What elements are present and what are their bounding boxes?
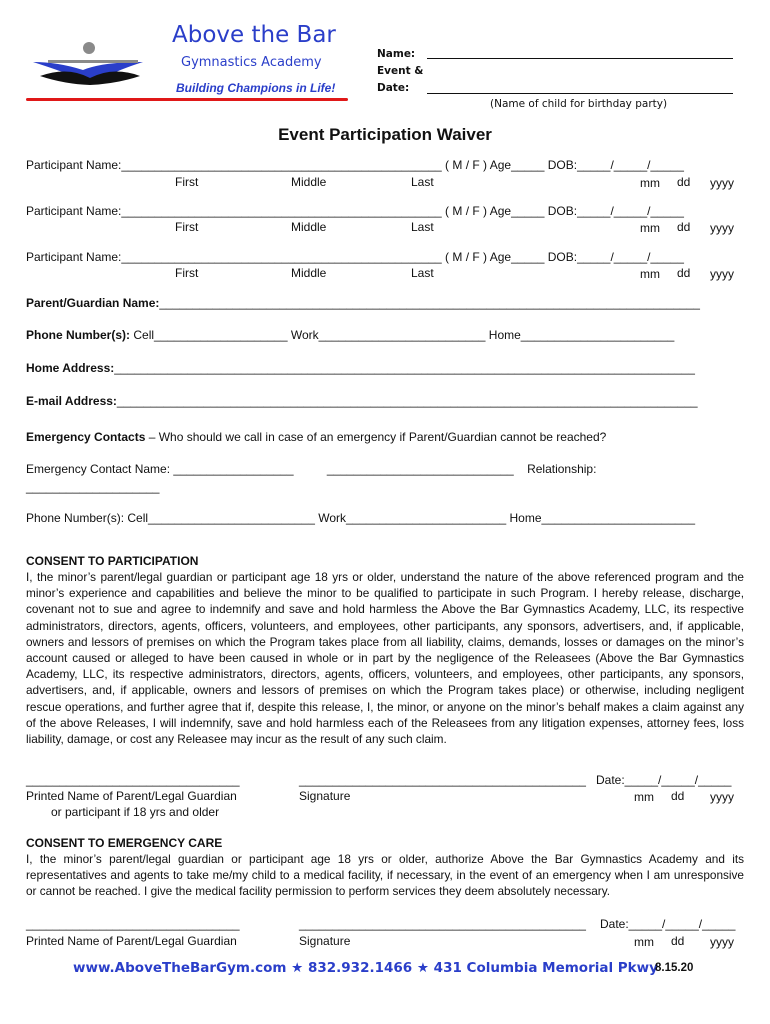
footer-contact: www.AboveTheBarGym.com ★ 832.932.1466 ★ 431 Columbia Memorial Pkwy — [73, 960, 658, 976]
org-subtitle: Gymnastics Academy — [181, 55, 322, 70]
version-number: 8.15.20 — [655, 962, 694, 974]
date-label: Date: — [377, 82, 410, 94]
name-field[interactable] — [427, 58, 733, 59]
page-title: Event Participation Waiver — [278, 125, 492, 144]
name-label: Name: — [377, 48, 416, 60]
participant-row[interactable]: Participant Name:________________________________________________ ( M / F ) Age_____ DOB:_____/_____/_____ — [26, 158, 684, 172]
middle-caption: Middle — [291, 175, 327, 189]
yyyy-caption: yyyy — [710, 221, 734, 235]
emergency-question-text: – Who should we call in case of an emergency if Parent/Guardian cannot be reached? — [145, 430, 607, 444]
last-caption: Last — [411, 266, 434, 280]
org-name: Above the Bar — [172, 22, 336, 48]
yyyy-caption: yyyy — [710, 267, 734, 281]
dd-caption: dd — [671, 934, 685, 948]
participant-row[interactable]: Participant Name:________________________________________________ ( M / F ) Age_____ DOB:_____/_____/_____ — [26, 250, 684, 264]
guardian-name-row[interactable] — [26, 296, 700, 310]
printed-name-caption: Printed Name of Parent/Legal Guardian — [26, 934, 237, 948]
child-note: (Name of child for birthday party) — [490, 98, 668, 110]
phone-label: Phone Number(s): — [26, 328, 131, 342]
header-divider — [26, 98, 348, 101]
dd-caption: dd — [677, 266, 691, 280]
yyyy-caption: yyyy — [710, 935, 734, 949]
home-address-row[interactable] — [26, 361, 695, 375]
consent-emergency-heading: CONSENT TO EMERGENCY CARE — [26, 836, 223, 850]
event-date-field[interactable] — [427, 93, 733, 94]
mm-caption: mm — [634, 790, 654, 804]
emergency-phone-row[interactable]: Phone Number(s): Cell_________________________ Work________________________ Home_______________________ — [26, 511, 696, 525]
last-caption: Last — [411, 220, 434, 234]
mm-caption: mm — [640, 176, 660, 190]
tagline: Building Champions in Life! — [176, 81, 336, 95]
first-caption: First — [175, 175, 199, 189]
yyyy-caption: yyyy — [710, 176, 734, 190]
first-caption: First — [175, 220, 199, 234]
emergency-contact-row[interactable]: Emergency Contact Name: __________________ ____________________________ Relationship: — [26, 462, 597, 476]
dd-caption: dd — [677, 175, 691, 189]
printed-name-caption: Printed Name of Parent/Legal Guardian — [26, 789, 237, 803]
mm-caption: mm — [634, 935, 654, 949]
signature-caption: Signature — [299, 789, 351, 803]
mm-caption: mm — [640, 267, 660, 281]
guardian-name-label: Parent/Guardian Name: — [26, 296, 160, 310]
printed-name-caption-2: or participant if 18 yrs and older — [51, 805, 220, 819]
signature-line[interactable]: ___________________________________________ — [299, 773, 586, 787]
middle-caption: Middle — [291, 266, 327, 280]
date-field[interactable]: Date:_____/_____/_____ — [600, 917, 736, 931]
email-label: E-mail Address: — [26, 394, 117, 408]
date-field[interactable]: Date:_____/_____/_____ — [596, 773, 732, 787]
home-address-label: Home Address: — [26, 361, 115, 375]
signature-caption: Signature — [299, 934, 351, 948]
email-row[interactable] — [26, 394, 698, 408]
home-address-line[interactable]: _______________________________________________________________________________________ — [114, 361, 695, 375]
participant-row[interactable]: Participant Name:________________________________________________ ( M / F ) Age_____ DOB:_____/_____/_____ — [26, 204, 684, 218]
phone-fields[interactable]: Cell____________________ Work_________________________ Home_______________________ — [130, 328, 675, 342]
yyyy-caption: yyyy — [710, 790, 734, 804]
email-line[interactable]: _______________________________________________________________________________________ — [116, 394, 698, 408]
mm-caption: mm — [640, 221, 660, 235]
emergency-question — [26, 430, 606, 444]
phone-row[interactable] — [26, 328, 674, 342]
consent-participation-heading: CONSENT TO PARTICIPATION — [26, 554, 199, 568]
consent-participation-text: I, the minor’s parent/legal guardian or participant age 18 yrs or older, understand the nature of the above referenced program and the minor’s experience and capabilities and believe the minor to be qualified to participate in such Program. I hereby release, discharge, covenant not to sue and agree to indemnify and save and hold harmless the Above the Bar Gymnastics Academy, LLC, its respective administrators, directors, agents, officers, volunteers, and employees, other participants, any sponsors, advertisers, and, if applicable, owners and lessors of premises on which the Program takes place from all liability, claims, demands, losses or damages on the minor’s account caused or alleged to have been caused in whole or in part by the negligence of the Releasees (Above the Bar Gymnastics Academy, LLC, its respective administrators, directors, agents, officers, volunteers, and employees, other participants, any sponsors, advertisers, and, if applicable, owners and lessors of premises on which the Program takes place) or otherwise, including negligent rescue operations, and further agree that if, despite this release, I, the minor, or anyone on the minor’s behalf makes a claim against any of the above Releases, I will indemnify, save and hold harmless each of the Releasees from any litigation expenses, attorney fees, loss liability, damage, or cost any Releasee may incur as the result of any such claim. — [26, 570, 744, 747]
first-caption: First — [175, 266, 199, 280]
guardian-name-line[interactable]: _________________________________________________________________________________ — [159, 296, 700, 310]
emergency-contact-continuation[interactable]: ____________________ — [26, 480, 160, 494]
consent-emergency-text: I, the minor’s parent/legal guardian or participant age 18 yrs or older, authorize Above the Bar Gymnastics Academy and its representatives and agents to take me/my child to a medical facility, if necessary, in the event of an emergency when I am unresponsive or cannot be reached. I give the medical facility permission to perform services they deem absolutely necessary. — [26, 852, 744, 899]
last-caption: Last — [411, 175, 434, 189]
event-label: Event & — [377, 65, 424, 77]
signature-line[interactable]: ___________________________________________ — [299, 917, 586, 931]
dd-caption: dd — [671, 789, 685, 803]
emergency-heading: Emergency Contacts — [26, 430, 146, 444]
gymnast-logo-icon — [28, 40, 178, 90]
dd-caption: dd — [677, 220, 691, 234]
printed-name-line[interactable]: ________________________________ — [26, 917, 240, 931]
middle-caption: Middle — [291, 220, 327, 234]
printed-name-line[interactable]: ________________________________ — [26, 773, 240, 787]
